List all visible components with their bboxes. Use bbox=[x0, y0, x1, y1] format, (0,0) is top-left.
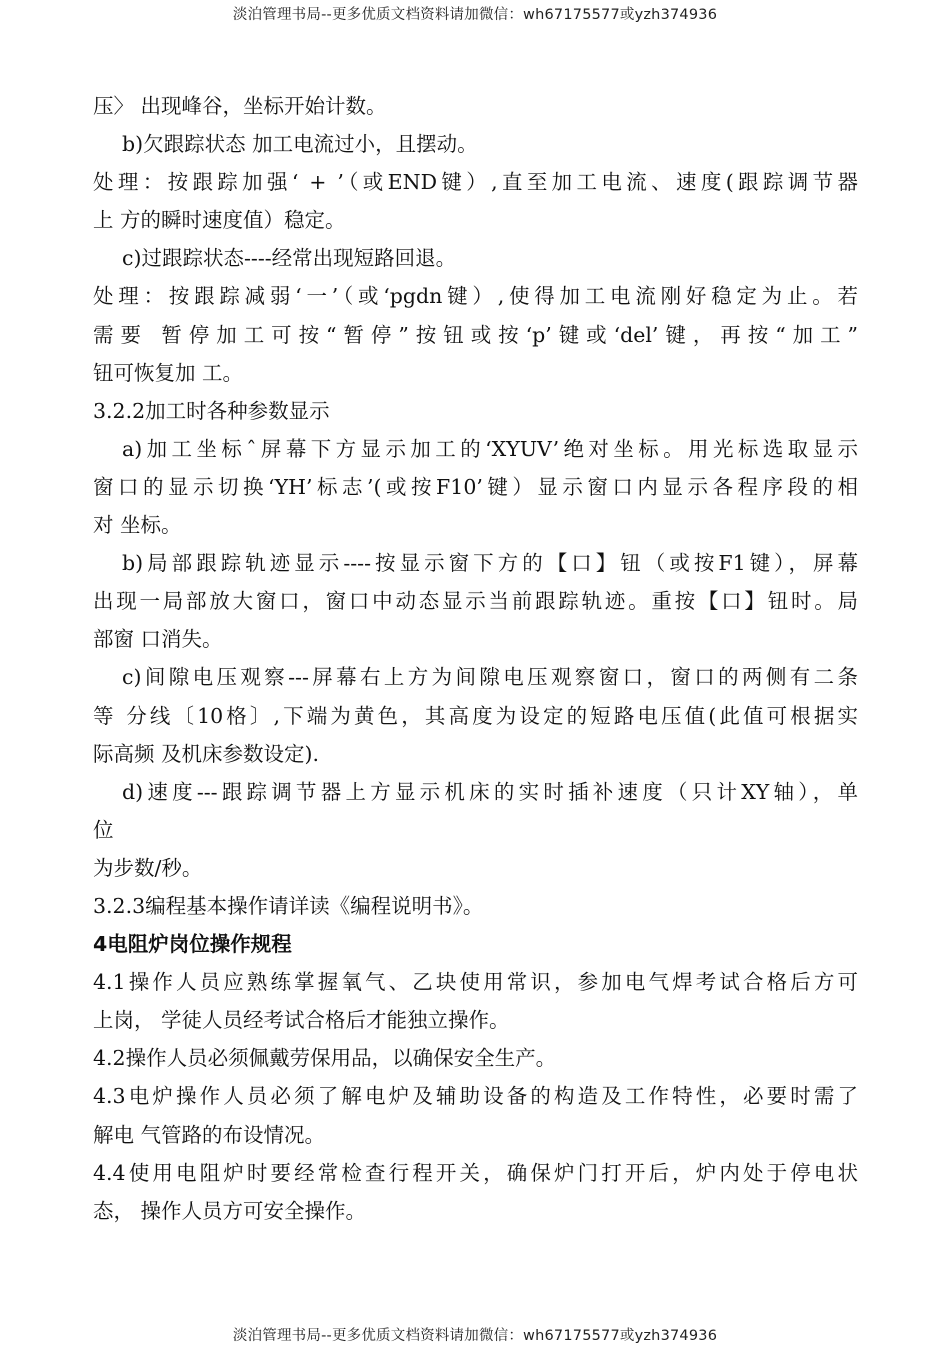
text-line: c)过跟踪状态----经常出现短路回退。 bbox=[122, 246, 457, 271]
text-line: 解电 气管路的布设情况。 bbox=[93, 1122, 326, 1147]
page-footer-watermark: 淡泊管理书局--更多优质文档资料请加微信：wh67175577或yzh374936 bbox=[232, 1328, 718, 1344]
page-header-watermark: 淡泊管理书局--更多优质文档资料请加微信：wh67175577或yzh374936 bbox=[232, 7, 718, 23]
text-line: 窗口的显示切换‘YH’标志’(或按F10’键）显示窗口内显示各程序段的相 bbox=[93, 474, 858, 499]
text-line: 对 坐标。 bbox=[93, 513, 182, 538]
text-line: b)局部跟踪轨迹显示----按显示窗下方的【口】钮（或按F1键），屏幕 bbox=[122, 551, 858, 576]
text-line: 4.4使用电阻炉时要经常检查行程开关，确保炉门打开后，炉内处于停电状 bbox=[93, 1160, 858, 1185]
section-heading: 3.2.3编程基本操作请详读《编程说明书》。 bbox=[93, 893, 484, 918]
text-line: 处理：按跟踪加强‘ + ’（或END键）,直至加工电流、速度(跟踪调节器 bbox=[93, 170, 858, 195]
text-line: 需要 暂停加工可按“暂停”按钮或按‘p’键或‘del’键，再按“加工” bbox=[93, 322, 858, 347]
text-line: 上岗， 学徒人员经考试合格后才能独立操作。 bbox=[93, 1008, 510, 1033]
text-line: 际高频 及机床参数设定). bbox=[93, 741, 320, 766]
text-line: 等 分线〔10格〕,下端为黄色，其高度为设定的短路电压值(此值可根据实 bbox=[93, 703, 858, 728]
text-line: 压〉 出现峰谷，坐标开始计数。 bbox=[93, 94, 387, 118]
text-line: 上 方的瞬时速度值）稳定。 bbox=[93, 208, 346, 233]
section-heading: 3.2.2加工时各种参数显示 bbox=[93, 398, 330, 423]
text-line: 位 bbox=[93, 817, 114, 842]
text-line: d)速度---跟踪调节器上方显示机床的实时插补速度（只计XY轴），单 bbox=[122, 779, 858, 804]
text-line: 出现一局部放大窗口，窗口中动态显示当前跟踪轨迹。重按【口】钮时。局 bbox=[93, 589, 858, 614]
text-line: 为步数/秒。 bbox=[93, 855, 203, 880]
document-body bbox=[93, 87, 858, 1230]
text-line: c)间隙电压观察---屏幕右上方为间隙电压观察窗口，窗口的两侧有二条 bbox=[122, 665, 858, 690]
text-line: 处理：按跟踪减弱‘一’（或‘pgdn键）,使得加工电流刚好稳定为止。若 bbox=[93, 284, 858, 309]
text-line: 4.3电炉操作人员必须了解电炉及辅助设备的构造及工作特性，必要时需了 bbox=[93, 1084, 858, 1109]
text-line: 态， 操作人员方可安全操作。 bbox=[93, 1198, 367, 1223]
text-line: b)欠跟踪状态 加工电流过小，且摆动。 bbox=[122, 132, 478, 157]
chapter-heading: 4电阻炉岗位操作规程 bbox=[93, 932, 292, 957]
text-line: 4.1操作人员应熟练掌握氧气、乙块使用常识，参加电气焊考试合格后方可 bbox=[93, 970, 858, 995]
text-line: 钮可恢复加 工。 bbox=[93, 360, 244, 385]
text-line: 4.2操作人员必须佩戴劳保用品，以确保安全生产。 bbox=[93, 1046, 557, 1071]
text-line: a)加工坐标ˆ屏幕下方显示加工的‘XYUV’绝对坐标。用光标选取显示 bbox=[122, 436, 858, 461]
text-line: 部窗 口消失。 bbox=[93, 627, 223, 652]
